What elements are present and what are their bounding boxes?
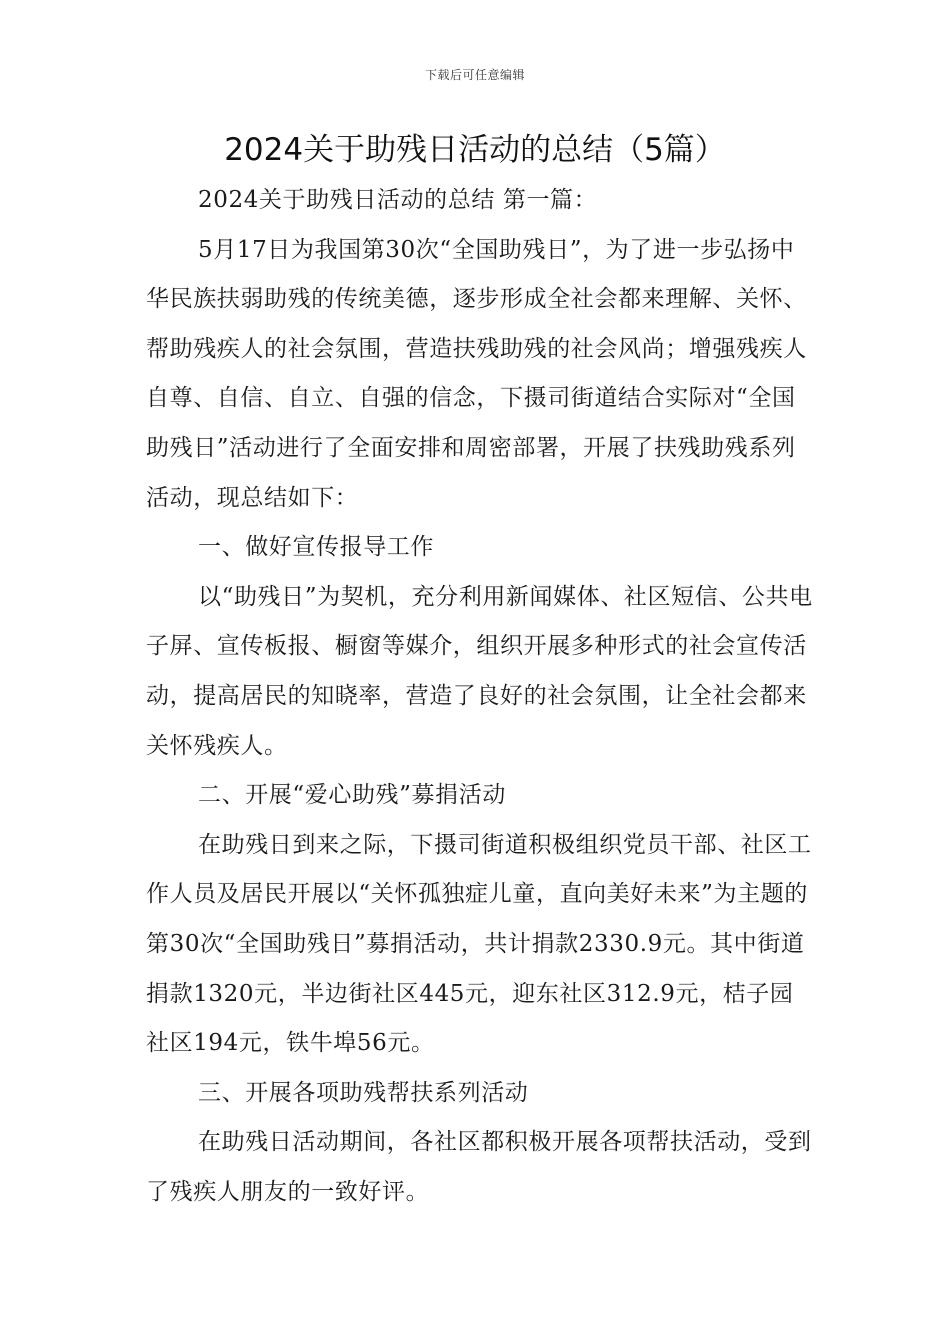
document-body bbox=[146, 176, 816, 1217]
document-title: 2024关于助残日活动的总结（5篇） bbox=[224, 132, 726, 168]
paragraph-publicity: 以“助残日”为契机，充分利用新闻媒体、社区短信、公共电子屏、宣传板报、橱窗等媒介，组织开展多种形式的社会宣传活动，提高居民的知晓率，营造了良好的社会氛围，让全社会都来关怀残疾人。 bbox=[146, 583, 813, 759]
page-header-note: 下载后可任意编辑 bbox=[424, 68, 525, 82]
paragraph-donation: 在助残日到来之际，下摄司街道积极组织党员干部、社区工作人员及居民开展以“关怀孤独症儿童，直向美好未来”为主题的第30次“全国助残日”募捐活动，共计捐款2330.9元。其中街道捐款1320元，半边街社区445元，迎东社区312.9元，桔子园社区194元，铁牛埠56元。 bbox=[146, 831, 812, 1057]
heading-donation: 二、开展“爱心助残”募捐活动 bbox=[198, 782, 506, 809]
heading-publicity: 一、做好宣传报导工作 bbox=[198, 534, 434, 561]
paragraph-intro: 5月17日为我国第30次“全国助残日”，为了进一步弘扬中华民族扶弱助残的传统美德，逐步形成全社会都来理解、关怀、帮助残疾人的社会氛围，营造扶残助残的社会风尚；增强残疾人自尊、自信、自立、自强的信念，下摄司街道结合实际对“全国助残日”活动进行了全面安排和周密部署，开展了扶残助残系列活动，现总结如下： bbox=[146, 236, 807, 511]
heading-assistance: 三、开展各项助残帮扶系列活动 bbox=[198, 1079, 529, 1106]
section-subtitle: 2024关于助残日活动的总结 第一篇： bbox=[198, 187, 598, 213]
paragraph-assistance: 在助残日活动期间，各社区都积极开展各项帮扶活动，受到了残疾人朋友的一致好评。 bbox=[146, 1129, 812, 1205]
